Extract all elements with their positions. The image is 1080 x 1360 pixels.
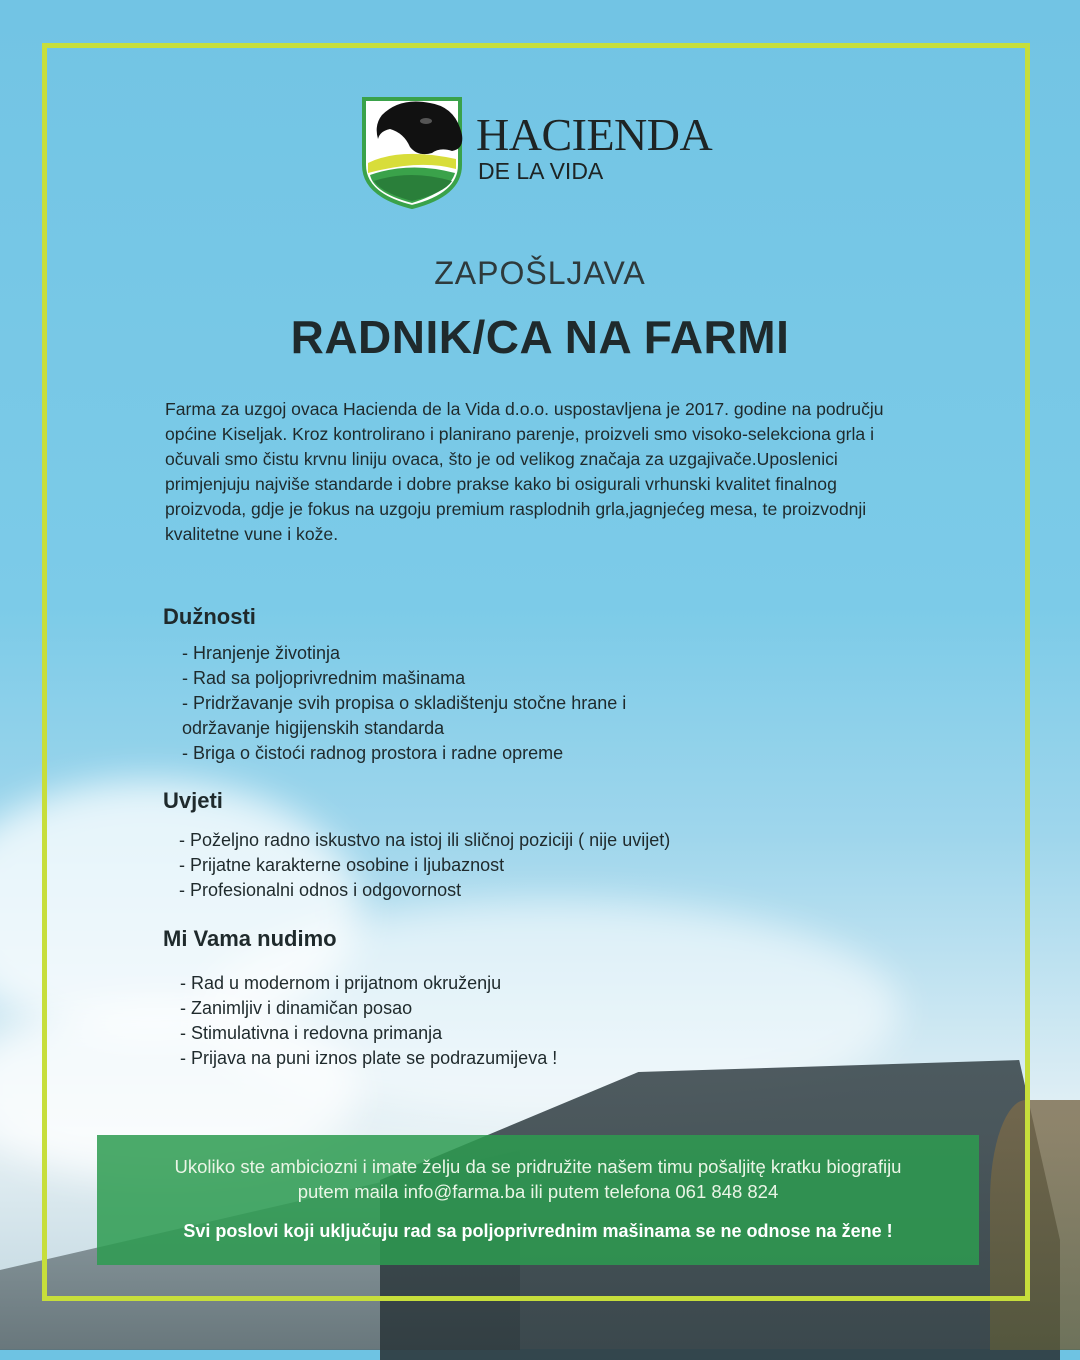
list-item: - Hranjenje životinja xyxy=(182,643,341,663)
logo-tagline: DE LA VIDA xyxy=(478,158,604,184)
intro-line: kvalitetne vune i kože. xyxy=(165,524,339,544)
contact-note: Svi poslovi koji uključuju rad sa poljoprivrednim mašinama se ne odnose na žene ! xyxy=(183,1221,893,1241)
duties-list xyxy=(182,641,626,766)
intro-line: očuvali smo čistu krvnu liniju ovaca, što je od velikog značaja za uzgajivače.Uposlenici xyxy=(165,449,838,469)
contact-line-1: Ukoliko ste ambiciozni i imate želju da se pridružite našem timu pošaljitę kratku biografiju xyxy=(174,1156,902,1177)
contact-box xyxy=(97,1135,979,1265)
intro-paragraph xyxy=(165,397,935,547)
list-item: - Rad u modernom i prijatnom okruženju xyxy=(180,973,502,993)
list-item: - Prijatne karakterne osobine i ljubaznost xyxy=(179,855,505,875)
conditions-heading: Uvjeti xyxy=(163,788,223,813)
list-item: - Stimulativna i redovna primanja xyxy=(180,1023,443,1043)
job-title: RADNIK/CA NA FARMI xyxy=(290,311,790,363)
intro-line: Farma za uzgoj ovaca Hacienda de la Vida d.o.o. uspostavljena je 2017. godine na području xyxy=(165,399,884,419)
list-item: - Prijava na puni iznos plate se podrazumijeva ! xyxy=(180,1048,558,1068)
list-item: - Rad sa poljoprivrednim mašinama xyxy=(182,668,466,688)
intro-line: općine Kiseljak. Kroz kontrolirano i planirano parenje, proizveli smo visoko-selekciona grla i xyxy=(165,424,874,444)
intro-line: primjenjuju najviše standarde i dobre prakse kako bi osigurali vrhunski kvalitet finalnog xyxy=(165,474,837,494)
contact-line-2: putem maila info@farma.ba ili putem telefona 061 848 824 xyxy=(297,1181,779,1202)
conditions-list xyxy=(179,828,670,903)
logo-name: HACIENDA xyxy=(476,109,713,160)
list-item: - Poželjno radno iskustvo na istoj ili sličnoj poziciji ( nije uvijet) xyxy=(179,830,671,850)
intro-line: proizvoda, gdje je fokus na uzgoju premium rasplodnih grla,jagnjećeg mesa, te proizvodnji xyxy=(165,499,867,519)
list-item: - Pridržavanje svih propisa o skladištenju stočne hrane i xyxy=(182,693,627,713)
list-item: - Zanimljiv i dinamičan posao xyxy=(180,998,413,1018)
list-item: - Briga o čistoći radnog prostora i radne opreme xyxy=(182,743,564,763)
duties-heading: Dužnosti xyxy=(163,604,256,629)
list-item: - Profesionalni odnos i odgovornost xyxy=(179,880,462,900)
offer-list xyxy=(180,971,557,1071)
list-item: održavanje higijenskih standarda xyxy=(182,718,445,738)
offer-heading: Mi Vama nudimo xyxy=(163,926,337,951)
hiring-label: ZAPOŠLJAVA xyxy=(434,255,646,291)
